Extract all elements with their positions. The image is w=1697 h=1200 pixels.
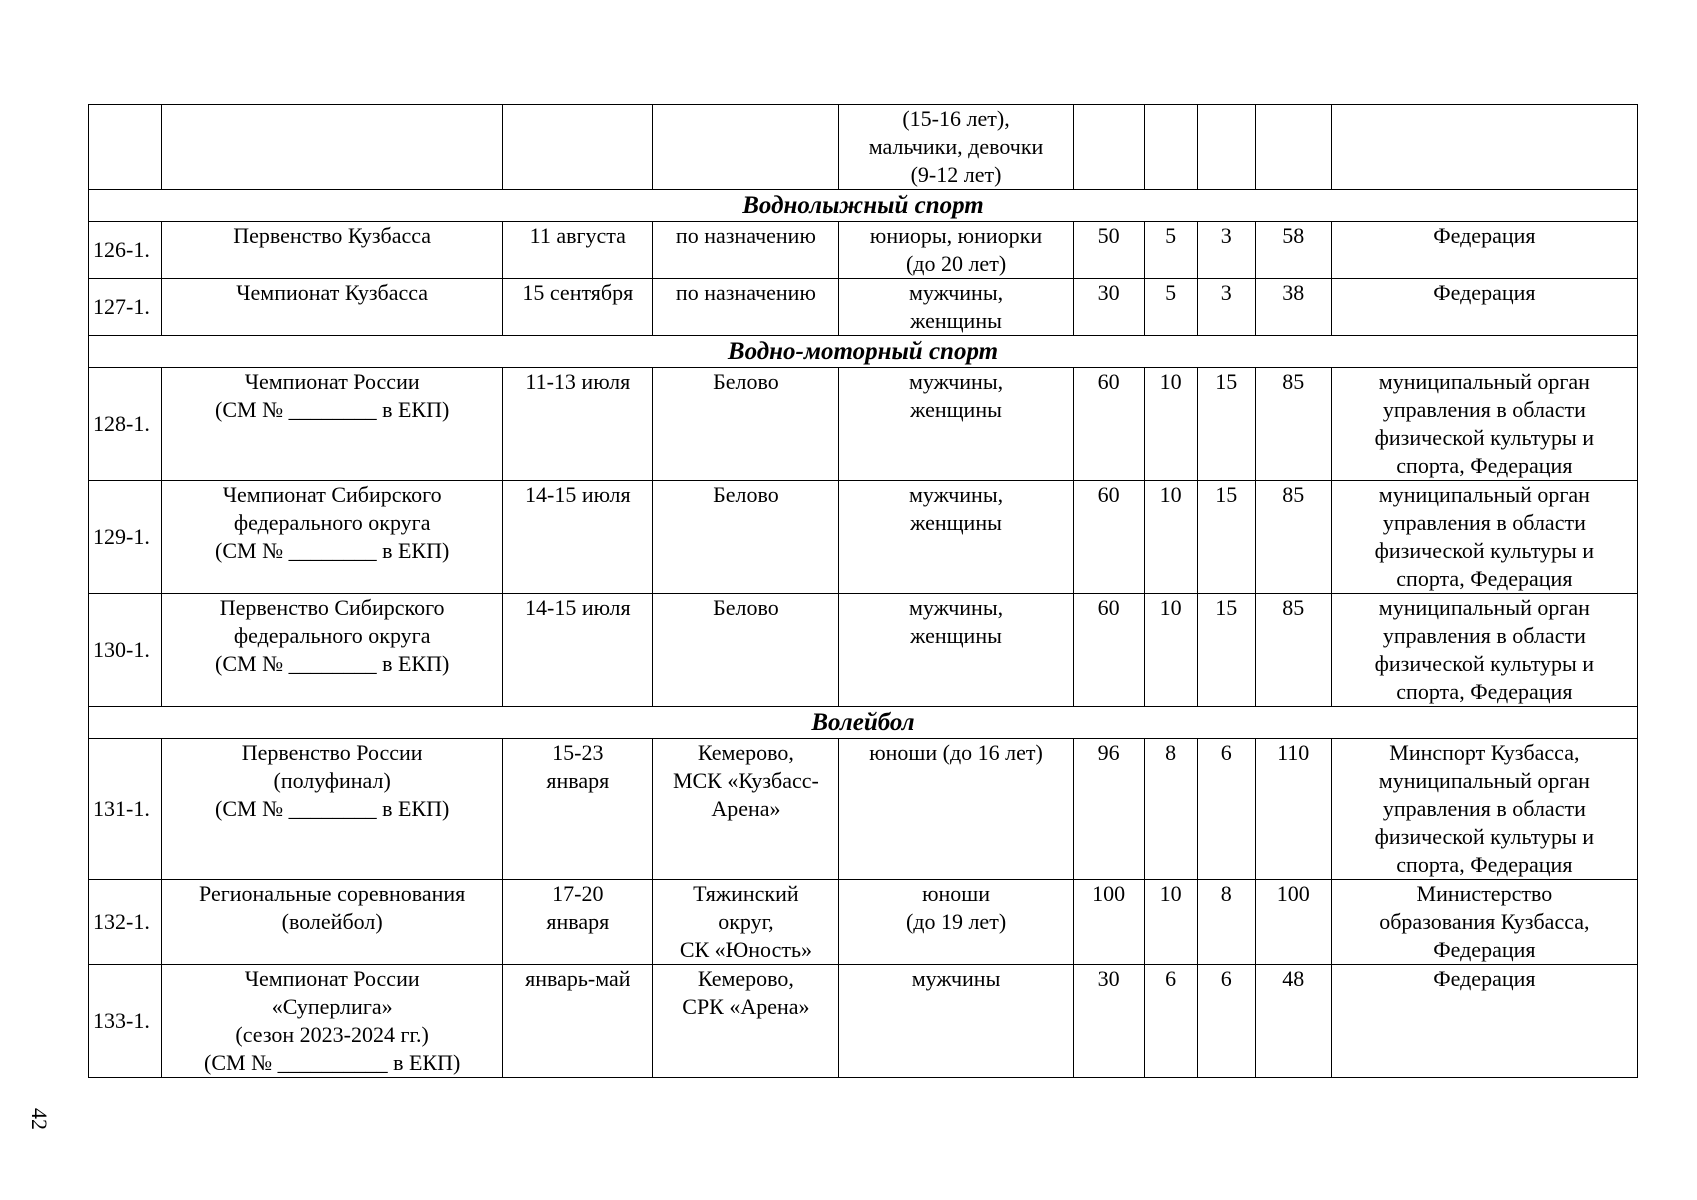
judges-count-cell [1197,105,1255,190]
judges-count-cell: 3 [1197,222,1255,279]
venue-cell: по назначению [653,279,839,336]
event-name-cell [162,105,503,190]
event-name-cell: Первенство Сибирского федерального округа (СМ № ________ в ЕКП) [162,594,503,707]
dates-cell: 15-23 января [503,739,653,880]
dates-cell: 11-13 июля [503,368,653,481]
organizer-cell: муниципальный орган управления в области физической культуры и спорта, Федерация [1331,368,1637,481]
row-number-cell: 132-1. [89,880,162,965]
table-row [89,481,1638,594]
participants-cell: мужчины, женщины [839,481,1073,594]
dates-cell [503,105,653,190]
organizer-cell: муниципальный орган управления в области физической культуры и спорта, Федерация [1331,594,1637,707]
athletes-count-cell: 30 [1073,279,1144,336]
section-header-row [89,336,1638,368]
athletes-count-cell: 60 [1073,481,1144,594]
coaches-count-cell: 10 [1144,368,1197,481]
judges-count-cell: 15 [1197,481,1255,594]
venue-cell: по назначению [653,222,839,279]
dates-cell: январь-май [503,965,653,1078]
event-name-cell: Чемпионат Сибирского федерального округа (СМ № ________ в ЕКП) [162,481,503,594]
judges-count-cell: 15 [1197,594,1255,707]
event-name-cell: Чемпионат России «Суперлига» (сезон 2023-2024 гг.) (СМ № __________ в ЕКП) [162,965,503,1078]
judges-count-cell: 3 [1197,279,1255,336]
table-row [89,368,1638,481]
coaches-count-cell: 6 [1144,965,1197,1078]
table-row [89,965,1638,1078]
table-row [89,594,1638,707]
organizer-cell: Федерация [1331,965,1637,1078]
organizer-cell: Федерация [1331,279,1637,336]
participants-cell: юноши (до 16 лет) [839,739,1073,880]
athletes-count-cell: 60 [1073,368,1144,481]
athletes-count-cell: 100 [1073,880,1144,965]
organizer-cell: Министерство образования Кузбасса, Федерация [1331,880,1637,965]
row-number-cell: 133-1. [89,965,162,1078]
page-number: 42 [27,1108,52,1130]
total-count-cell: 100 [1255,880,1331,965]
total-count-cell: 85 [1255,481,1331,594]
section-title: Воднолыжный спорт [89,190,1638,222]
total-count-cell [1255,105,1331,190]
row-number-cell: 126-1. [89,222,162,279]
venue-cell: Тяжинский округ, СК «Юность» [653,880,839,965]
venue-cell: Белово [653,368,839,481]
section-header-row [89,707,1638,739]
dates-cell: 15 сентября [503,279,653,336]
table-row [89,880,1638,965]
organizer-cell: Федерация [1331,222,1637,279]
venue-cell: Кемерово, СРК «Арена» [653,965,839,1078]
event-name-cell: Чемпионат Кузбасса [162,279,503,336]
coaches-count-cell: 10 [1144,594,1197,707]
section-header-row [89,190,1638,222]
total-count-cell: 85 [1255,368,1331,481]
event-name-cell: Первенство Кузбасса [162,222,503,279]
judges-count-cell: 15 [1197,368,1255,481]
judges-count-cell: 8 [1197,880,1255,965]
participants-cell: юноши (до 19 лет) [839,880,1073,965]
participants-cell: юниоры, юниорки (до 20 лет) [839,222,1073,279]
venue-cell: Белово [653,481,839,594]
event-name-cell: Первенство России (полуфинал) (СМ № ________ в ЕКП) [162,739,503,880]
judges-count-cell: 6 [1197,965,1255,1078]
participants-cell: мужчины, женщины [839,368,1073,481]
section-title: Волейбол [89,707,1638,739]
athletes-count-cell: 96 [1073,739,1144,880]
total-count-cell: 48 [1255,965,1331,1078]
athletes-count-cell: 50 [1073,222,1144,279]
coaches-count-cell [1144,105,1197,190]
dates-cell: 14-15 июля [503,481,653,594]
athletes-count-cell [1073,105,1144,190]
row-number-cell: 128-1. [89,368,162,481]
participants-cell: мужчины [839,965,1073,1078]
judges-count-cell: 6 [1197,739,1255,880]
event-name-cell: Региональные соревнования (волейбол) [162,880,503,965]
participants-cell: мужчины, женщины [839,279,1073,336]
row-number-cell [89,105,162,190]
row-number-cell: 131-1. [89,739,162,880]
coaches-count-cell: 8 [1144,739,1197,880]
participants-cell: (15-16 лет), мальчики, девочки (9-12 лет) [839,105,1073,190]
total-count-cell: 38 [1255,279,1331,336]
organizer-cell [1331,105,1637,190]
table-row [89,279,1638,336]
organizer-cell: Минспорт Кузбасса, муниципальный орган управления в области физической культуры и спорта, Федерация [1331,739,1637,880]
venue-cell: Белово [653,594,839,707]
venue-cell: Кемерово, МСК «Кузбасс- Арена» [653,739,839,880]
coaches-count-cell: 5 [1144,279,1197,336]
athletes-count-cell: 60 [1073,594,1144,707]
row-number-cell: 127-1. [89,279,162,336]
organizer-cell: муниципальный орган управления в области физической культуры и спорта, Федерация [1331,481,1637,594]
venue-cell [653,105,839,190]
event-name-cell: Чемпионат России (СМ № ________ в ЕКП) [162,368,503,481]
row-number-cell: 129-1. [89,481,162,594]
coaches-count-cell: 10 [1144,880,1197,965]
dates-cell: 11 августа [503,222,653,279]
table-row [89,222,1638,279]
coaches-count-cell: 10 [1144,481,1197,594]
dates-cell: 17-20 января [503,880,653,965]
total-count-cell: 58 [1255,222,1331,279]
total-count-cell: 85 [1255,594,1331,707]
dates-cell: 14-15 июля [503,594,653,707]
coaches-count-cell: 5 [1144,222,1197,279]
table-row [89,739,1638,880]
section-title: Водно-моторный спорт [89,336,1638,368]
athletes-count-cell: 30 [1073,965,1144,1078]
events-table [88,104,1638,1078]
table-row [89,105,1638,190]
total-count-cell: 110 [1255,739,1331,880]
row-number-cell: 130-1. [89,594,162,707]
participants-cell: мужчины, женщины [839,594,1073,707]
